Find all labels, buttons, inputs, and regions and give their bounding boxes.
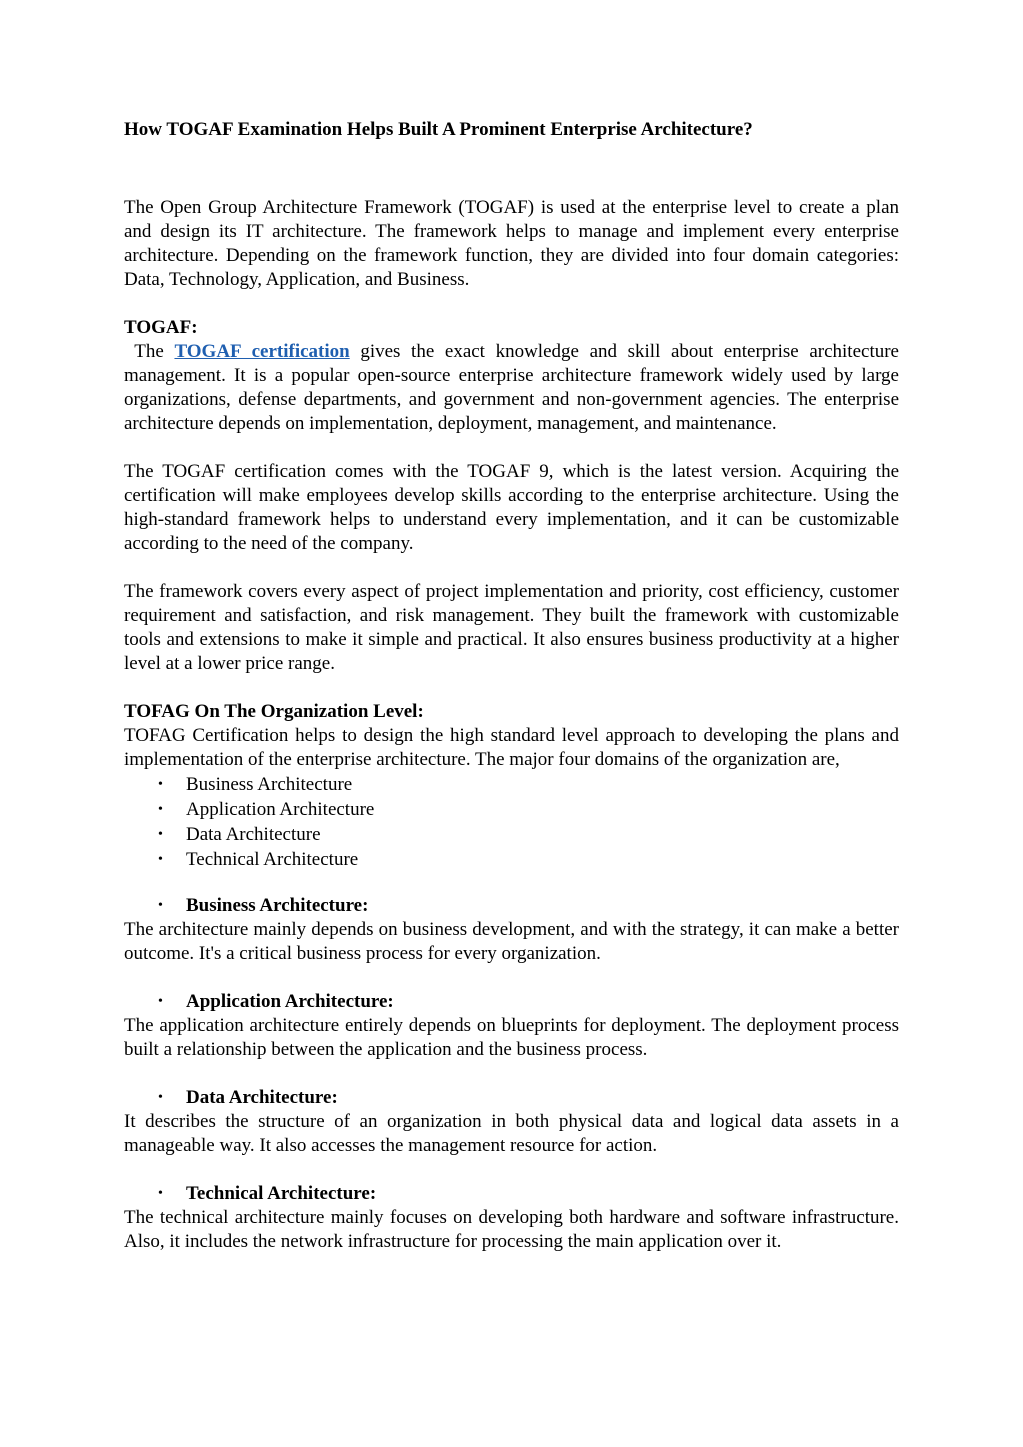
- business-architecture-heading: [124, 894, 899, 918]
- list-item: [124, 822, 899, 847]
- data-architecture-heading: [124, 1086, 899, 1110]
- bullet-icon: •: [158, 898, 163, 913]
- bullet-icon: •: [158, 852, 163, 867]
- org-level-paragraph: TOFAG Certification helps to design the high standard level approach to developing the plans and implementation of the enterprise architecture. The major four domains of the organization are,: [124, 725, 899, 770]
- org-level-heading: TOFAG On The Organization Level:: [124, 701, 424, 722]
- domain-label: Application Architecture: [186, 799, 375, 820]
- technical-architecture-heading: [124, 1182, 899, 1206]
- application-architecture-text: The application architecture entirely depends on blueprints for deployment. The deployment process built a relationship between the application and the business process.: [124, 1015, 899, 1060]
- list-item: [124, 797, 899, 822]
- technical-architecture-text: The technical architecture mainly focuses on developing both hardware and software infrastructure. Also, it includes the network infrastructure for processing the main application over it.: [124, 1207, 899, 1252]
- detail-heading-text: Business Architecture:: [186, 895, 369, 916]
- bullet-icon: •: [158, 802, 163, 817]
- domain-label: Business Architecture: [186, 774, 353, 795]
- document-page: [124, 118, 899, 1254]
- bullet-icon: •: [158, 1090, 163, 1105]
- domain-label: Data Architecture: [186, 824, 321, 845]
- domains-list: [124, 772, 899, 872]
- bullet-icon: •: [158, 1186, 163, 1201]
- domain-label: Technical Architecture: [186, 849, 359, 870]
- business-architecture-text: The architecture mainly depends on business development, and with the strategy, it can make a better outcome. It's a critical business process for every organization.: [124, 919, 899, 964]
- detail-heading-text: Data Architecture:: [186, 1087, 338, 1108]
- bullet-icon: •: [158, 994, 163, 1009]
- togaf-heading: TOGAF:: [124, 317, 198, 338]
- togaf-lead-text: The: [124, 341, 175, 362]
- data-architecture-text: It describes the structure of an organization in both physical data and logical data assets in a manageable way. It also accesses the management resource for action.: [124, 1111, 899, 1156]
- intro-paragraph: The Open Group Architecture Framework (TOGAF) is used at the enterprise level to create a plan and design its IT architecture. The framework helps to manage and implement every enterprise architecture. Depending on the framework function, they are divided into four domain categories: Data, Technology, Application, and Business.: [124, 197, 899, 290]
- togaf-version-paragraph: The TOGAF certification comes with the TOGAF 9, which is the latest version. Acquiring the certification will make employees develop skills according to the enterprise architecture. Using the high-standard framework helps to understand every implementation, and it can be customizable according to the need of the company.: [124, 461, 899, 554]
- application-architecture-heading: [124, 990, 899, 1014]
- detail-heading-text: Application Architecture:: [186, 991, 394, 1012]
- bullet-icon: •: [158, 777, 163, 792]
- togaf-certification-link[interactable]: TOGAF certification: [174, 341, 350, 362]
- detail-heading-text: Technical Architecture:: [186, 1183, 377, 1204]
- bullet-icon: •: [158, 827, 163, 842]
- togaf-rest-text: gives the exact knowledge and skill about enterprise architecture management. It is a popular open-source enterprise architecture framework widely used by large organizations, defense departments, and government and non-government agencies. The enterprise architecture depends on implementation, deployment, management, and maintenance.: [124, 341, 899, 434]
- list-item: [124, 847, 899, 872]
- list-item: [124, 772, 899, 797]
- togaf-paragraph: [124, 340, 899, 436]
- document-title: How TOGAF Examination Helps Built A Prominent Enterprise Architecture?: [124, 119, 753, 140]
- framework-coverage-paragraph: The framework covers every aspect of project implementation and priority, cost efficiency, customer requirement and satisfaction, and risk management. They built the framework with customizable tools and extensions to make it simple and practical. It also ensures business productivity at a higher level at a lower price range.: [124, 581, 899, 674]
